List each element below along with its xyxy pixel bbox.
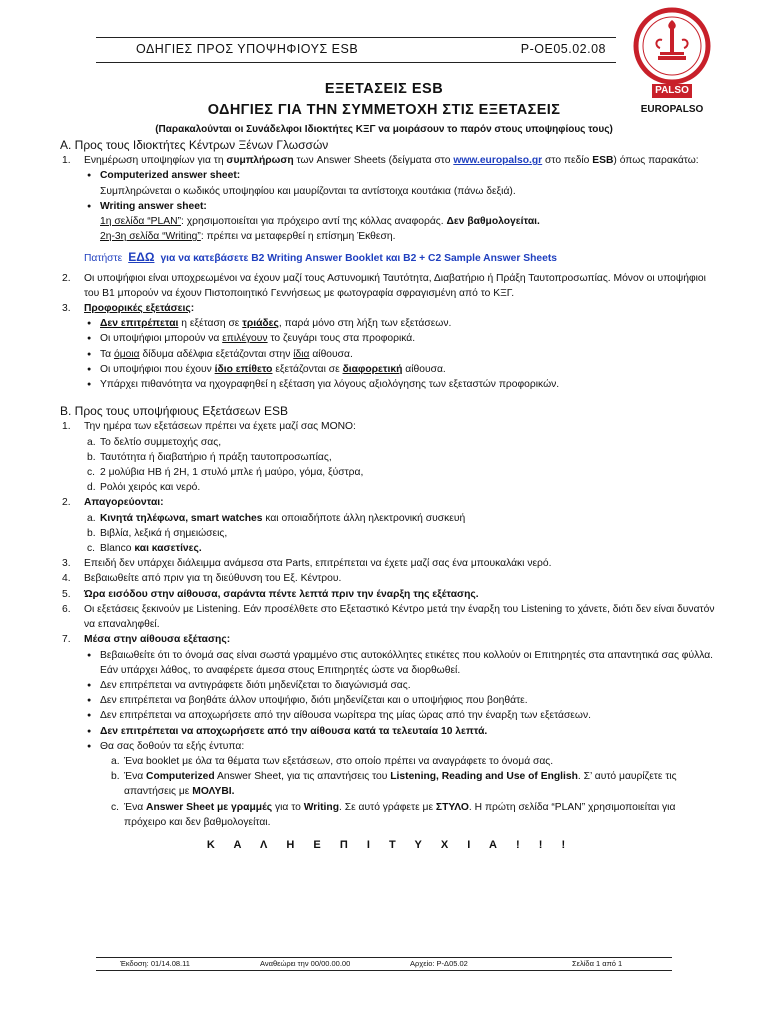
item-letter: b. (111, 771, 120, 783)
text: Δεν επιτρέπεται να αποχωρήσετε από την αίθουσα νωρίτερα της μίας ώρας από την έναρξη των εξετάσεων. (100, 710, 591, 722)
text: Προφορικές εξετάσεις (84, 303, 191, 315)
list-item (60, 377, 720, 392)
text: Δεν επιτρέπεται να βοηθάτε άλλον υποψήφιο, διότι μηδενίζεται και ο υποψήφιος που βοηθάτε. (100, 695, 528, 707)
text: για να κατεβάσετε B2 Writing Answer Booklet και B2 + C2 Sample Answer Sheets (160, 253, 557, 265)
text: Βιβλία, λεξικά ή σημειώσεις, (100, 527, 228, 539)
text: Ρολόι χειρός και νερό. (100, 482, 201, 494)
text: για το (272, 801, 304, 813)
text: και οποιαδήποτε άλλη ηλεκτρονική συσκευή (265, 512, 466, 524)
document-title: ΕΞΕΤΑΣΕΙΣ ESB (324, 81, 444, 97)
text: , smart watches (185, 512, 266, 524)
text: εξετάζονται σε (272, 363, 343, 375)
exam-room-list (60, 648, 720, 830)
text: , παρά μόνο στη λήξη των εξετάσεων. (278, 318, 452, 330)
list-item (84, 800, 720, 830)
text: Ένα booklet με όλα τα θέματα των εξετάσεων, στο οποίο πρέπει να αναγράφετε το όνομά σας. (124, 755, 554, 767)
item-number: 1. (62, 421, 71, 433)
text: : πρέπει να μεταφερθεί η επίσημη Έκθεση. (200, 231, 396, 243)
document-note: (Παρακαλούνται οι Συνάδελφοι Ιδιοκτήτες ΚΞΓ να μοιράσουν το παρόν στους υποψηφίους τους) (155, 124, 613, 135)
list-item (60, 168, 720, 198)
text: Κινητά τηλέφωνα (100, 512, 186, 524)
footer-file: Αρχείο: P-Δ05.02 (410, 959, 468, 968)
list-item: 3. Προφορικές εξετάσεις: ● Δεν επιτρέπεται η εξέταση σε τριάδες, παρά μόνο στη λήξη των εξετάσεων. ● Οι υποψήφιοι μπορούν να επιλέγουν το ζευγάρι τους στα προφορικά. ● Τα όμοια δίδυμα αδέλφια εξετάζονται στην ίδια αίθουσα. ● Οι υποψήφιοι που έχουν ίδιο επίθετο εξετάζονται σε διαφορετική αίθουσα. ● Υπάρχει πιθανότητα να ηχογραφηθεί η εξέταση για λόγους αξιολόγησης των εξεταστών προφορικών. (60, 301, 720, 392)
item-letter: a. (87, 512, 96, 524)
list-item: 7. Μέσα στην αίθουσα εξέτασης: ● Βεβαιωθείτε ότι το όνομά σας είναι σωστά γραμμένο στις αυτοκόλλητες ετικέτες που κολλούν οι Επιτηρητές στα απαντητικά σας φύλλα. Εάν υπάρχει λάθος, το αναφέρετε άμεσα στους Επιτηρητές ώστε να διορθωθεί. ● Δεν επιτρέπεται να αντιγράφετε διότι μηδενίζεται το διαγώνισμά σας. ● Δεν επιτρέπεται να βοηθάτε άλλον υποψήφιο, διότι μηδενίζεται και ο υποψήφιος που βοηθάτε. ● Δεν επιτρέπεται να αποχωρήσετε από την αίθουσα νωρίτερα της μίας ώρας από την έναρξη των εξετάσεων. ● Δεν επιτρέπεται να αποχωρήσετε από την αίθουσα κατά τα τελευταία 10 λεπτά. ● Θα σας δοθούν τα εξής έντυπα: a. Ένα booklet με όλα τα θέματα των εξετάσεων, στο οποίο πρέπει να αναγράφετε το όνομά σας. b. Ένα Computerized Answer Sheet, για τις απαντήσεις του Listening, Reading and Use of English. Σ’ αυτό μαυρίζετε τις απαντήσεις με ΜΟΛΥΒΙ. c. Ένα Answer Sheet με γραμμές για το Writing. Σε αυτό γράφετε με ΣΤΥΛΟ. Η πρώτη σελίδα “PLAN” χρησιμοποιείται για πρόχειρο και δεν βαθμολογείται. (60, 632, 720, 830)
text: Οι υποψήφιοι μπορούν να (100, 333, 223, 345)
item-number: 3. (62, 558, 71, 570)
list-item (60, 435, 720, 450)
document-body (60, 138, 720, 853)
bring-list (60, 435, 720, 496)
text: ίδιο επίθετο (214, 363, 273, 375)
text: Ένα (124, 801, 147, 813)
footer-revision: Αναθεώρει την 00/00.00.00 (260, 959, 351, 968)
text: Θα σας δοθούν τα εξής έντυπα: (100, 740, 245, 752)
list-item (60, 419, 720, 495)
list-item (60, 724, 720, 739)
text: Απαγορεύονται (84, 497, 161, 509)
item-number: 1. (62, 155, 71, 167)
text: Πατήστε (84, 253, 123, 265)
document-footer (96, 957, 672, 971)
text: Συμπληρώνεται ο κωδικός υποψηφίου και μαυρίζονται τα αντίστοιχα κουτάκια (πάνω δεξιά). (100, 185, 516, 197)
text: Δεν επιτρέπεται (100, 318, 179, 330)
europalso-link[interactable]: www.europalso.gr (453, 155, 543, 167)
text: διαφορετική (342, 363, 403, 375)
forms-list (60, 754, 720, 830)
section-b-list (60, 419, 720, 829)
text: Μέσα στην αίθουσα εξέτασης (84, 634, 227, 646)
text: αίθουσα. (402, 363, 446, 375)
list-item (60, 480, 720, 495)
text: και κασετίνες. (134, 543, 202, 555)
item-letter: d. (87, 482, 96, 494)
item-number: 5. (62, 588, 71, 600)
text: Computerized (146, 771, 215, 783)
text: ΜΟΛΥΒΙ. (192, 786, 235, 798)
list-item: 2. Απαγορεύονται: a. Κινητά τηλέφωνα, smart watches και οποιαδήποτε άλλη ηλεκτρονική συσκευή b. Βιβλία, λεξικά ή σημειώσεις, c. Blanco και κασετίνες. (60, 495, 720, 556)
text: Υπάρχει πιθανότητα να ηχογραφηθεί η εξέταση για λόγους αξιολόγησης των εξεταστών προφορικών. (100, 379, 560, 391)
text: . Σ’ αυτό μαυρίζετε τις απαντήσεις με (124, 771, 677, 798)
item-letter: a. (87, 436, 96, 448)
item-number: 2. (62, 272, 71, 284)
document-subtitle: ΟΔΗΓΙΕΣ ΓΙΑ ΤΗΝ ΣΥΜΜΕΤΟΧΗ ΣΤΙΣ ΕΞΕΤΑΣΕΙΣ (207, 102, 561, 118)
text: ΣΤΥΛΟ (435, 801, 469, 813)
text: : χρησιμοποιείται για πρόχειρο αντί της κόλλας αναφοράς. (181, 216, 447, 228)
document-header (96, 37, 616, 63)
text: το ζευγάρι τους στα προφορικά. (267, 333, 416, 345)
forbidden-list (60, 511, 720, 557)
list-item (60, 739, 720, 830)
list-item (60, 153, 720, 266)
oral-exam-list (60, 316, 720, 392)
text: Ενημέρωση υποψηφίων για τη (84, 155, 227, 167)
text: Επειδή δεν υπάρχει διάλειμμα ανάμεσα στα Parts, επιτρέπεται να έχετε μαζί σας ένα μπουκαλάκι νερό. (84, 558, 552, 570)
header-code: P-OE05.02.08 (520, 42, 606, 56)
text: Δεν βαθμολογείται. (446, 216, 540, 228)
list-item (60, 541, 720, 556)
text: . Η πρώτη σελίδα “PLAN” χρησιμοποιείται για πρόχειρο και δεν βαθμολογείται. (124, 801, 676, 828)
text: Listening, Reading and Use of English (390, 771, 578, 783)
text: τριάδες (242, 318, 279, 330)
list-item (60, 450, 720, 465)
item-number: 7. (62, 634, 71, 646)
list-item (84, 769, 720, 799)
list-item (60, 316, 720, 331)
list-item (60, 362, 720, 377)
text: Την ημέρα των εξετάσεων πρέπει να έχετε μαζί σας ΜΟΝΟ: (84, 421, 356, 433)
text: συμπλήρωση (226, 155, 294, 167)
logo-palso-text: PALSO (655, 85, 689, 96)
text: Writing answer sheet: (100, 200, 207, 212)
text: Οι εξετάσεις ξεκινούν με Listening. Εάν προσέλθετε στο Εξεταστικό Κέντρο μετά την έναρξη του Listening το χάνετε, διότι δεν είναι δυνατόν να επαναληφθεί. (84, 603, 715, 631)
item-letter: b. (87, 451, 96, 463)
text: 2η-3η σελίδα “Writing” (100, 231, 201, 243)
item-number: 3. (62, 303, 71, 315)
list-item (60, 708, 720, 723)
list-item (60, 465, 720, 480)
text: Ένα (124, 771, 147, 783)
text: Ταυτότητα ή διαβατήριο ή πράξη ταυτοπροσωπίας, (100, 451, 332, 463)
answer-sheet-list (60, 168, 720, 244)
text: Ώρα εισόδου στην αίθουσα, σαράντα πέντε λεπτά πριν την έναρξη της εξέτασης. (84, 588, 479, 600)
header-title: ΟΔΗΓΙΕΣ ΠΡΟΣ ΥΠΟΨΗΦΙΟΥΣ ESB (136, 42, 359, 56)
download-line (84, 250, 720, 266)
list-item (60, 693, 720, 708)
section-a-heading: A. Προς τους Ιδιοκτήτες Κέντρων Ξένων Γλωσσών (60, 138, 329, 152)
item-letter: c. (111, 801, 120, 813)
text: Βεβαιωθείτε από πριν για τη διεύθυνση του Εξ. Κέντρου. (84, 573, 342, 585)
item-letter: c. (87, 467, 96, 479)
list-item (60, 602, 720, 632)
section-a-list (60, 153, 720, 392)
text: Οι υποψήφιοι που έχουν (100, 363, 215, 375)
text: Computerized answer sheet: (100, 170, 241, 182)
item-number: 6. (62, 603, 71, 615)
text: Answer Sheet, για τις απαντήσεις του (214, 771, 391, 783)
text: 1η σελίδα “PLAN” (100, 216, 181, 228)
item-number: 2. (62, 497, 71, 509)
list-item (60, 331, 720, 346)
list-item (60, 526, 720, 541)
text: Δεν επιτρέπεται να αντιγράφετε διότι μηδενίζεται το διαγώνισμά σας. (100, 679, 411, 691)
text: Answer Sheet με γραμμές (146, 801, 273, 813)
text: αίθουσα. (309, 348, 353, 360)
list-item (60, 556, 720, 571)
item-number: 4. (62, 573, 71, 585)
section-b-heading: B. Προς τους υποψήφιους Εξετάσεων ESB (60, 404, 288, 419)
text: στο πεδίο (542, 155, 593, 167)
list-item (60, 678, 720, 693)
text: ) όπως παρακάτω: (613, 155, 699, 167)
footer-edition: Έκδοση: 01/14.08.11 (120, 959, 190, 968)
text: των Answer Sheets (δείγματα στο (293, 155, 454, 167)
good-luck-text: Κ Α Λ Η Ε Π Ι Τ Υ Χ Ι Α ! ! ! (206, 838, 574, 851)
download-here-link[interactable]: ΕΔΩ (128, 250, 155, 265)
text: 2 μολύβια ΗΒ ή 2Η, 1 στυλό μπλε ή μαύρο, γόμα, ξύστρα, (100, 467, 364, 479)
list-item (60, 271, 720, 301)
item-letter: b. (87, 527, 96, 539)
text: δίδυμα αδέλφια εξετάζονται στην (139, 348, 294, 360)
list-item (60, 347, 720, 362)
text: Blanco (100, 543, 135, 555)
text: επιλέγουν (222, 333, 268, 345)
text: Writing (303, 801, 339, 813)
text: Οι υποψήφιοι είναι υποχρεωμένοι να έχουν μαζί τους Αστυνομική Ταυτότητα, Διαβατήριο ή Πράξη Ταυτοπροσωπίας. Μόνον οι υποψήφιοι του Β1 μπορούν να έχουν Πιστοποιητικό Γεννήσεως με φωτογραφία σφραγισμένη από το ΚΞΓ. (84, 272, 706, 299)
text: ESB (592, 155, 614, 167)
text: όμοια (113, 348, 140, 360)
item-letter: c. (87, 543, 96, 555)
item-letter: a. (111, 755, 120, 767)
text: ίδια (293, 348, 310, 360)
list-item (60, 511, 720, 526)
text: η εξέταση σε (178, 318, 243, 330)
list-item (60, 648, 720, 678)
text: Τα (100, 348, 114, 360)
text: . Σε αυτό γράφετε με (339, 801, 436, 813)
text: Δεν επιτρέπεται να αποχωρήσετε από την αίθουσα κατά τα τελευταία 10 λεπτά. (100, 725, 488, 737)
list-item (60, 199, 720, 245)
list-item (60, 571, 720, 586)
logo-europalso-text: EUROPALSO (640, 104, 704, 115)
footer-page: Σελίδα 1 από 1 (572, 959, 623, 968)
list-item (84, 754, 720, 769)
text: Βεβαιωθείτε ότι το όνομά σας είναι σωστά γραμμένο στις αυτοκόλλητες ετικέτες που κολλούν οι Επιτηρητές στα απαντητικά σας φύλλα. Εάν υπάρχει λάθος, το αναφέρετε άμεσα στους Επιτηρητές ώστε να διορθωθεί. (100, 649, 714, 676)
list-item (60, 587, 720, 602)
text: Το δελτίο συμμετοχής σας, (100, 436, 222, 448)
